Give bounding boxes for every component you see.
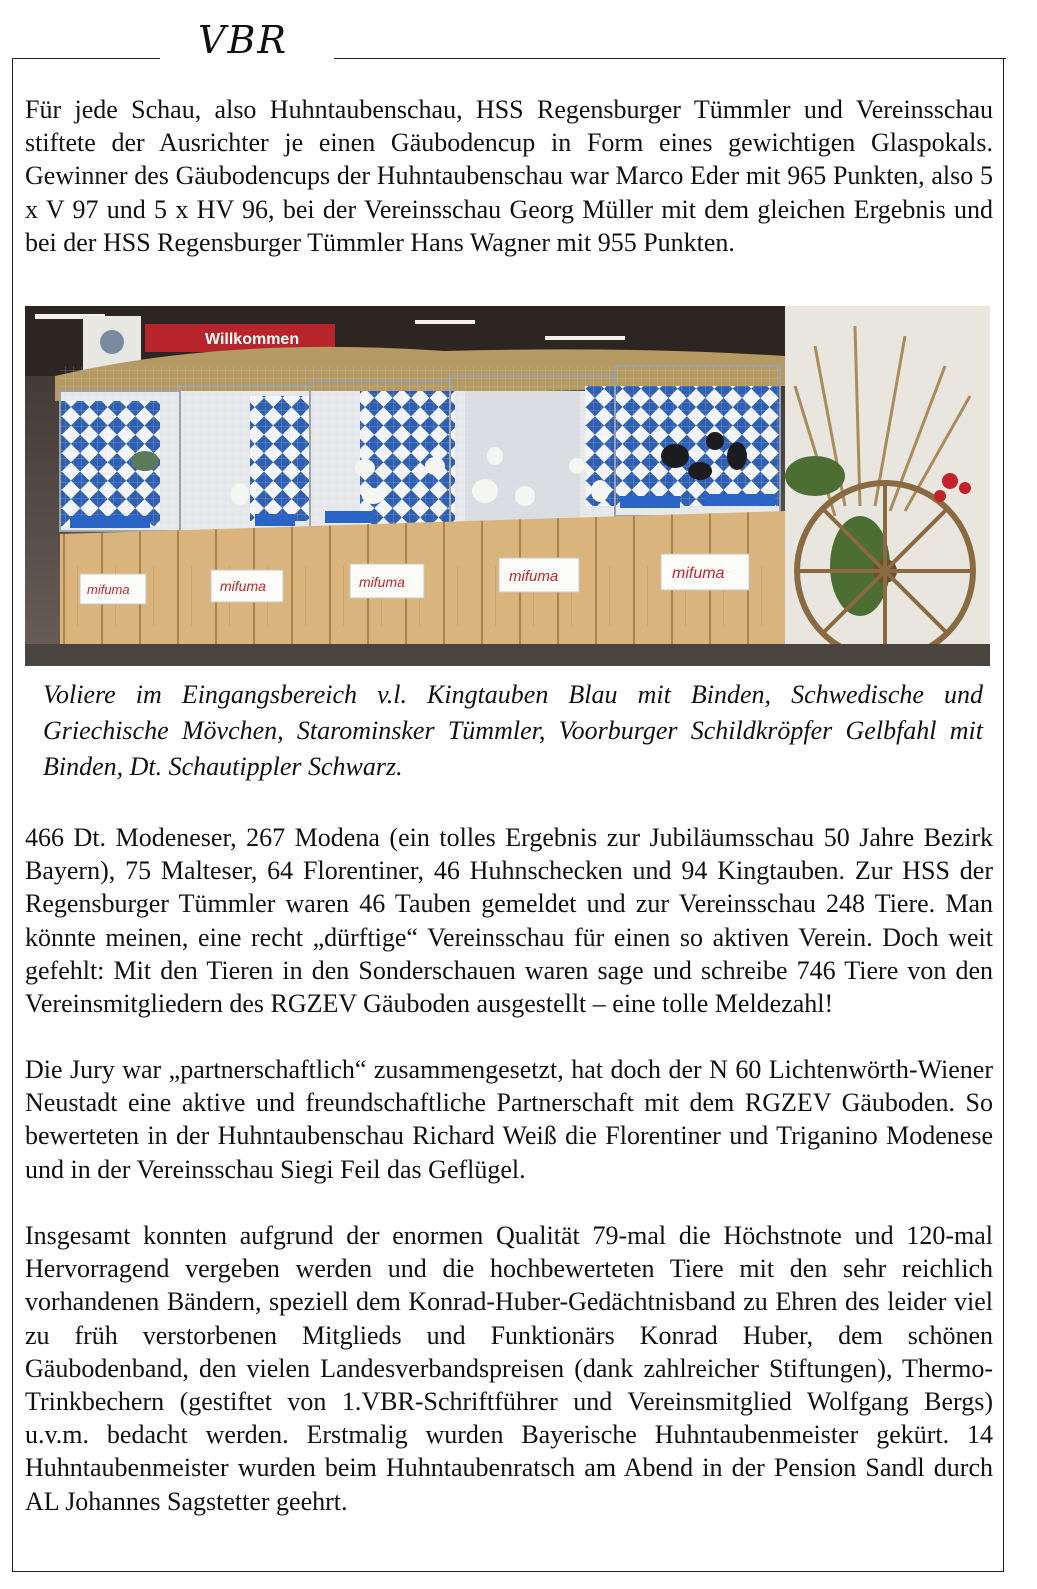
paragraph-jury: Die Jury war „partnerschaftlich“ zusammengesetzt, hat doch der N 60 Lichtenwörth-Wiener Neustadt eine aktive und freundschaftliche Partnerschaft mit dem RGZEV Gäuboden. So bewerteten in der Huhntaubenschau Richard Weiß die Florentiner und Triganino Modenese und in der Vereinsschau Siegi Feil das Geflügel. bbox=[25, 1055, 993, 1184]
welcome-sign-text: Willkommen bbox=[205, 331, 300, 348]
svg-text:mifuma: mifuma bbox=[672, 565, 725, 582]
photo-caption: Voliere im Eingangsbereich v.l. Kingtauben Blau mit Binden, Schwedische und Griechische Mövchen, Starominsker Tümmler, Voorburger Schildkröpfer Gelbfahl mit Binden, Dt. Schautippler Schwarz. bbox=[43, 680, 983, 781]
wagon-wheel bbox=[797, 483, 973, 659]
svg-text:mifuma: mifuma bbox=[359, 574, 405, 590]
aviary-photo bbox=[25, 306, 990, 666]
ceiling-light bbox=[545, 336, 625, 340]
paragraph-gaeubodencup: Für jede Schau, also Huhntaubenschau, HSS Regensburger Tümmler und Vereinsschau stiftete der Ausrichter je einen Gäubodencup in Form eines gewichtigen Glaspokals. Gewinner des Gäubodencups der Huhntaubenschau war Marco Eder mit 965 Punkten, also 5 x V 97 und 5 x HV 96, bei der Vereinsschau Georg Müller mit dem gleichen Ergebnis und bei der HSS Regensburger Tümmler Hans Wagner mit 955 Punkten. bbox=[25, 95, 993, 257]
svg-text:mifuma: mifuma bbox=[509, 568, 559, 585]
paragraph-entries: 466 Dt. Modeneser, 267 Modena (ein tolles Ergebnis zur Jubiläumsschau 50 Jahre Bezirk Bayern), 75 Malteser, 64 Florentiner, 46 Huhnschecken und 94 Kingtauben. Zur HSS der Regensburger Tümmler waren 46 Tauben gemeldet und zur Vereinsschau 248 Tiere. Man könnte meinen, eine recht „dürftige“ Vereinsschau für einen so aktiven Verein. Doch weit gefehlt: Mit den Tieren in den Sonderschauen waren sage und schreibe 746 Tiere von den Vereinsmitgliedern des RGZEV Gäuboden ausgestellt – eine tolle Meldezahl! bbox=[25, 823, 993, 1019]
masthead-title: VBR bbox=[198, 18, 288, 62]
svg-text:mifuma: mifuma bbox=[220, 578, 266, 594]
paragraph-awards: Insgesamt konnten aufgrund der enormen Qualität 79-mal die Höchstnote und 120-mal Hervorragend vergeben werden und die hochbewerteten Tiere mit den sehr reichlich vorhandenen Bändern, speziell dem Konrad-Huber-Gedächtnisband zu Ehren des leider viel zu früh verstorbenen Mitglieds und Funktionärs Konrad Huber, dem schönen Gäubodenband, den vielen Landesverbandspreisen (dank zahlreicher Stiftungen), Thermo-Trinkbechern (gestiftet von 1.VBR-Schriftführer und Vereinsmitglied Wolfgang Bergs) u.v.m. bedacht werden. Erstmalig wurden Bayerische Huhntaubenmeister gekürt. 14 Huhntaubenmeister wurden beim Huhntaubenratsch am Abend in der Pension Sandl durch AL Johannes Sagstetter geehrt. bbox=[25, 1221, 993, 1516]
svg-text:mifuma: mifuma bbox=[87, 582, 130, 597]
ceiling-light bbox=[415, 320, 475, 324]
